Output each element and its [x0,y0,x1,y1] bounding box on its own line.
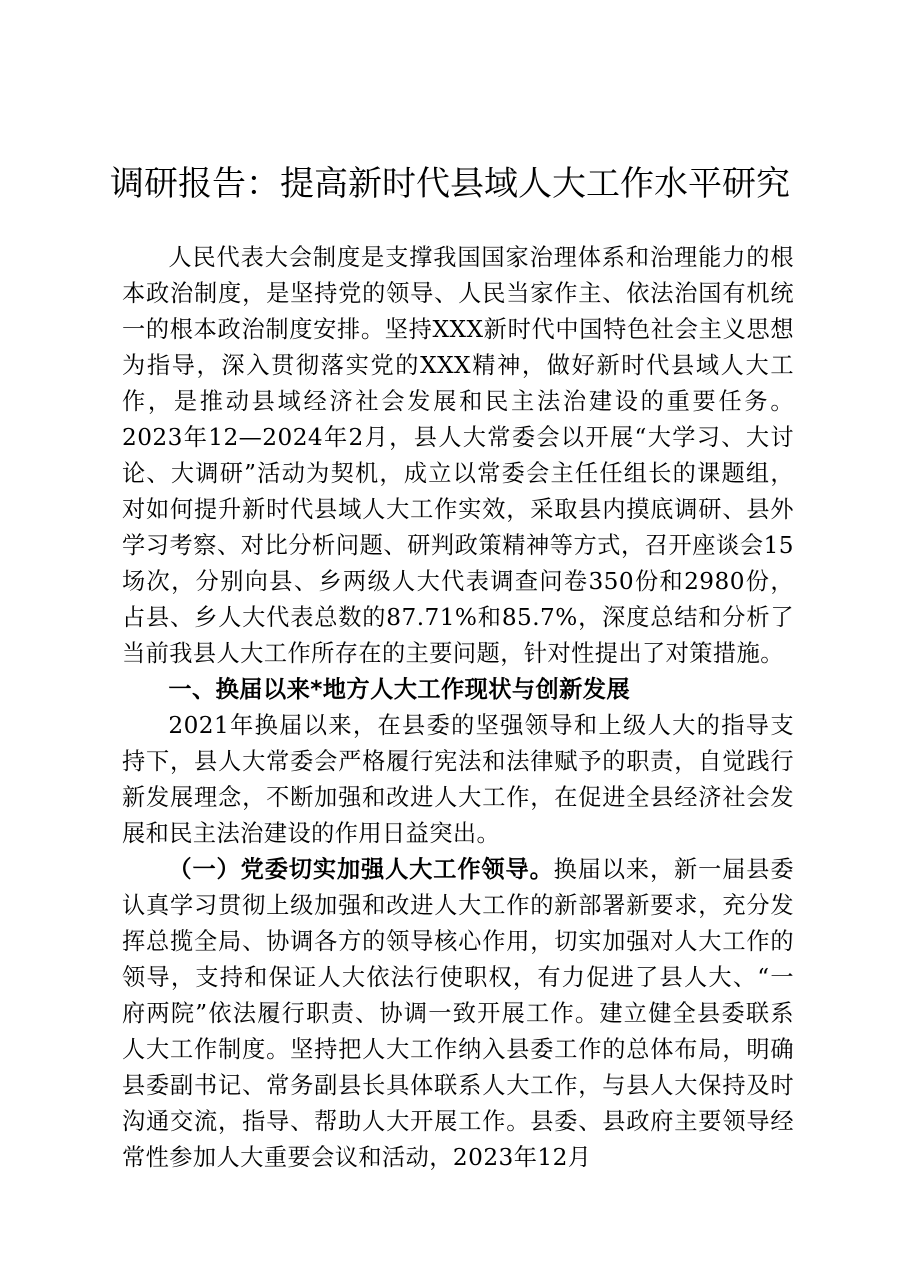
section-heading-1: 一、换届以来*地方人大工作现状与创新发展 [168,676,631,703]
paragraph-intro: 人民代表大会制度是支撑我国国家治理体系和治理能力的根本政治制度，是坚持党的领导、人民当家作主、依法治国有机统一的根本政治制度安排。坚持XXX新时代中国特色社会主义思想为指导，深入贯彻落实党的XXX精神，做好新时代县域人大工作，是推动县域经济社会发展和民主法治建设的重要任务。2023年12—2024年2月，县人大常委会以开展“大学习、大讨论、大调研”活动为契机，成立以常委会主任任组长的课题组，对如何提升新时代县域人大工作实效，采取县内摸底调研、县外学习考察、对比分析问题、研判政策精神等方式，召开座谈会15场次，分别向县、乡两级人大代表调查问卷350份和2980份，占县、乡人大代表总数的87.71%和85.7%，深度总结和分析了当前我县人大工作所存在的主要问题，针对性提出了对策措施。 [122,244,794,667]
document-title: 调研报告：提高新时代县域人大工作水平研究 [110,164,790,204]
document-body [122,240,794,1176]
paragraph-party-leadership [122,852,794,1176]
paragraph-section-1: 2021年换届以来，在县委的坚强领导和上级人大的指导支持下，县人大常委会严格履行宪法和法律赋予的职责，自觉践行新发展理念，不断加强和改进人大工作，在促进全县经济社会发展和民主法治建设的作用日益突出。 [122,712,794,847]
subheading-party-leadership: （一）党委切实加强人大工作领导。 [168,856,554,883]
paragraph-party-leadership-text: 换届以来，新一届县委认真学习贯彻上级加强和改进人大工作的新部署新要求，充分发挥总揽全局、协调各方的领导核心作用，切实加强对人大工作的领导，支持和保证人大依法行使职权，有力促进了县人大、“一府两院”依法履行职责、协调一致开展工作。建立健全县委联系人大工作制度。坚持把人大工作纳入县委工作的总体布局，明确县委副书记、常务副县长具体联系人大工作，与县人大保持及时沟通交流，指导、帮助人大开展工作。县委、县政府主要领导经常性参加人大重要会议和活动，2023年12月 [122,856,795,1171]
